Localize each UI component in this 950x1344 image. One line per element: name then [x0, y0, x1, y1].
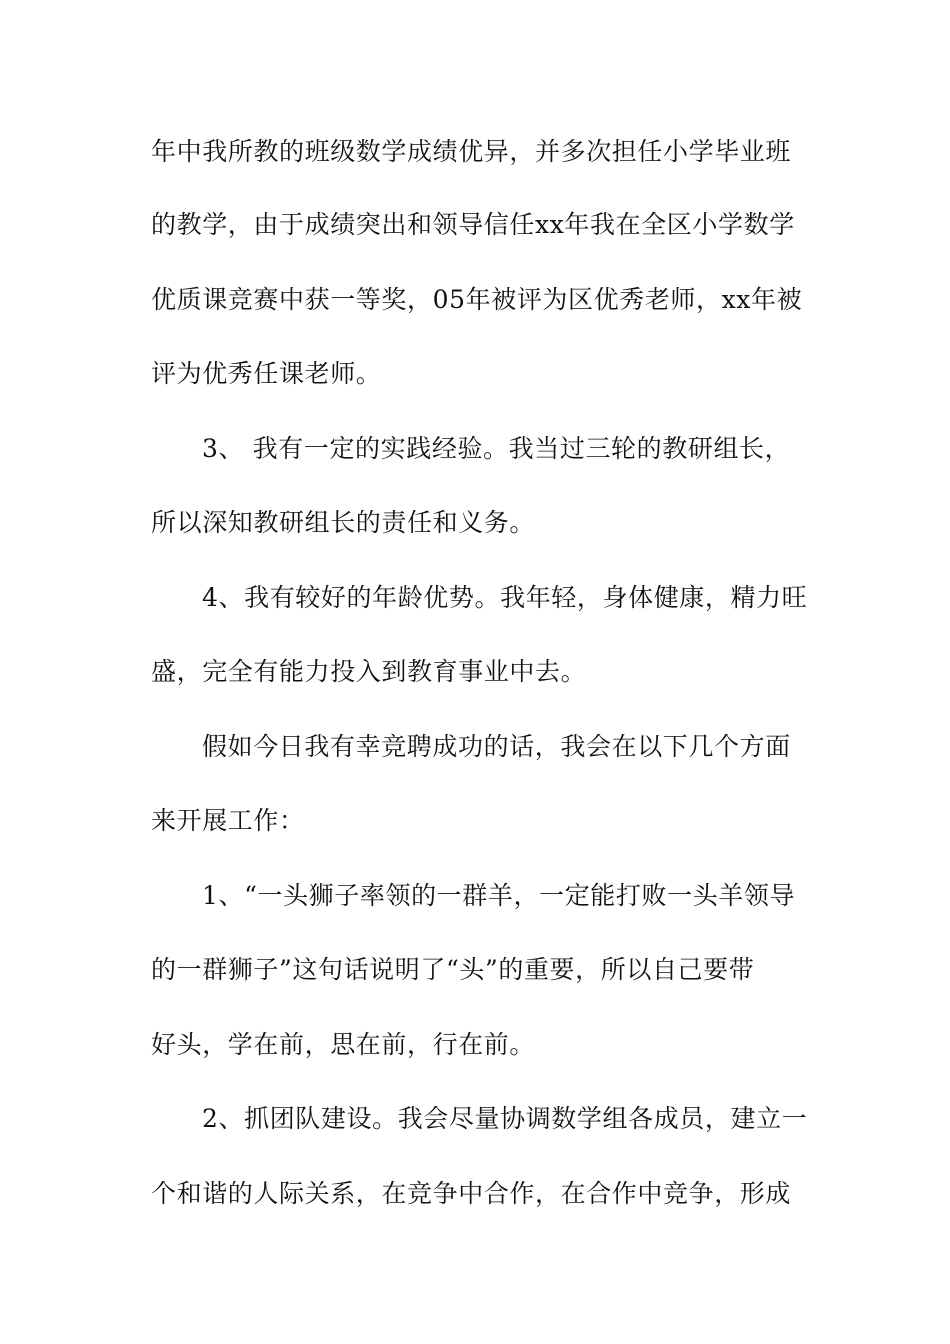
- text-line: 来开展工作：: [151, 806, 305, 835]
- text-line: 2、抓团队建设。我会尽量协调数学组各成员，建立一: [202, 1104, 808, 1133]
- text-line: 假如今日我有幸竞聘成功的话，我会在以下几个方面: [202, 732, 791, 761]
- text-line: 3、 我有一定的实践经验。我当过三轮的教研组长，: [202, 434, 791, 463]
- text-line: 1、“一头狮子率领的一群羊，一定能打败一头羊领导: [202, 881, 796, 910]
- text-line: 盛，完全有能力投入到教育事业中去。: [151, 657, 587, 686]
- text-line: 4、我有较好的年龄优势。我年轻，身体健康，精力旺: [202, 583, 808, 612]
- text-line: 评为优秀任课老师。: [151, 359, 382, 388]
- text-line: 好头，学在前，思在前，行在前。: [151, 1030, 536, 1059]
- text-line: 所以深知教研组长的责任和义务。: [151, 508, 536, 537]
- text-line: 的教学，由于成绩突出和领导信任xx年我在全区小学数学: [151, 210, 795, 239]
- text-line: 优质课竞赛中获一等奖，05年被评为区优秀老师，xx年被: [151, 285, 803, 314]
- text-line: 的一群狮子”这句话说明了“头”的重要，所以自己要带: [151, 955, 755, 984]
- text-line: 个和谐的人际关系，在竞争中合作，在合作中竞争，形成: [151, 1179, 792, 1208]
- text-line: 年中我所教的班级数学成绩优异，并多次担任小学毕业班: [151, 137, 792, 166]
